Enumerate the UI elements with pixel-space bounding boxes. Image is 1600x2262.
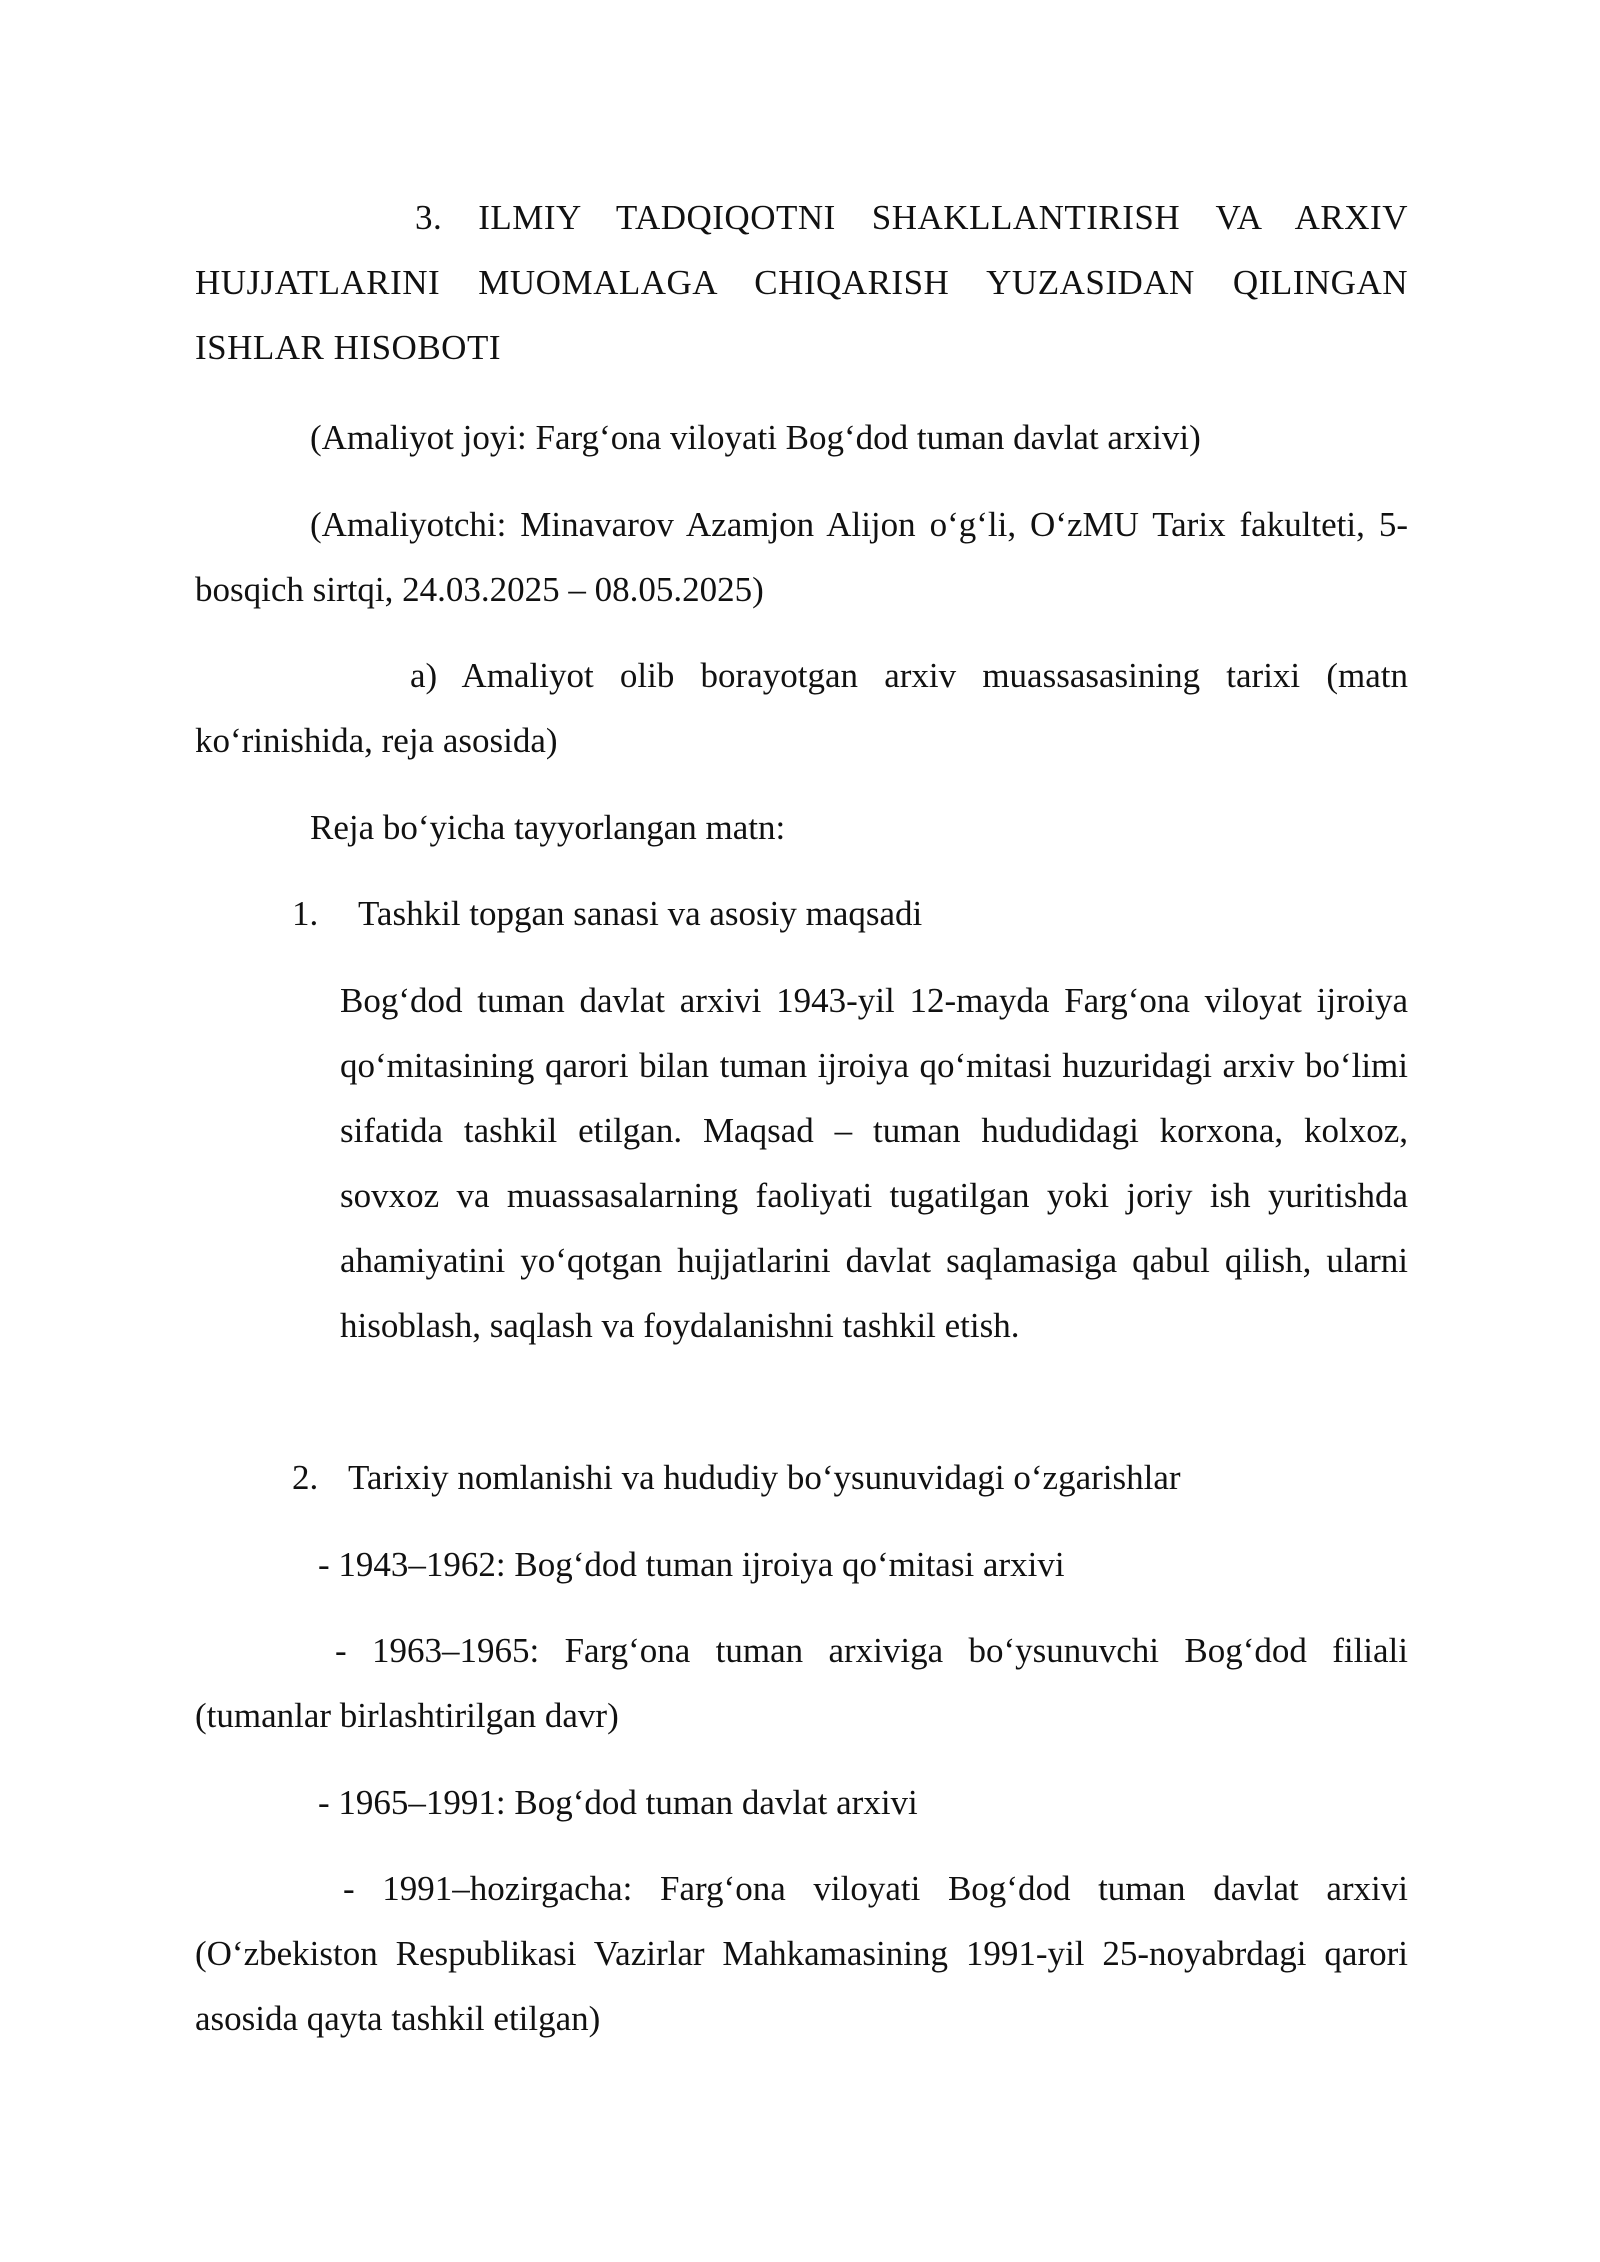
list-item-1-heading (292, 881, 922, 946)
list-item-1-number: 1. (292, 894, 319, 933)
list-item-2-heading (292, 1445, 1181, 1510)
practitioner-info: (Amaliyotchi: Minavarov Azamjon Alijon o‘g‘li, O‘zMU Tarix fakulteti, 5-bosqich sirtqi, 24.03.2025 – 08.05.2025) (195, 505, 1408, 609)
plan-intro: Reja bo‘yicha tayyorlangan matn: (310, 808, 786, 847)
list-item-2-number: 2. (292, 1458, 319, 1497)
list-item-1-title: Tashkil topgan sanasi va asosiy maqsadi (358, 894, 923, 933)
list-item-2-title: Tarixiy nomlanishi va hududiy bo‘ysunuvidagi o‘zgarishlar (348, 1458, 1181, 1497)
report-title: 3. ILMIY TADQIQOTNI SHAKLLANTIRISH VA ARXIV HUJJATLARINI MUOMALAGA CHIQARISH YUZASIDAN QILINGAN ISHLAR HISOBOTI (195, 198, 1408, 367)
section-a-heading: a) Amaliyot olib borayotgan arxiv muassasasining tarixi (matn ko‘rinishida, reja asosida) (195, 656, 1408, 760)
period-1963-1965: - 1963–1965: Farg‘ona tuman arxiviga bo‘ysunuvchi Bog‘dod filiali (tumanlar birlashtirilgan davr) (195, 1631, 1408, 1735)
practice-place: (Amaliyot joyi: Farg‘ona viloyati Bog‘dod tuman davlat arxivi) (310, 418, 1201, 457)
period-1991-present: - 1991–hozirgacha: Farg‘ona viloyati Bog‘dod tuman davlat arxivi (O‘zbekiston Respublikasi Vazirlar Mahkamasining 1991-yil 25-noyabrdagi qarori asosida qayta tashkil etilgan) (195, 1869, 1408, 2038)
period-1943-1962: - 1943–1962: Bog‘dod tuman ijroiya qo‘mitasi arxivi (318, 1545, 1065, 1584)
period-1965-1991: - 1965–1991: Bog‘dod tuman davlat arxivi (318, 1783, 918, 1822)
list-item-1-body: Bog‘dod tuman davlat arxivi 1943-yil 12-mayda Farg‘ona viloyat ijroiya qo‘mitasining qarori bilan tuman ijroiya qo‘mitasi huzuridagi arxiv bo‘limi sifatida tashkil etilgan. Maqsad – tuman hududidagi korxona, kolxoz, sovxoz va muassasalarning faoliyati tugatilgan yoki joriy ish yuritishda ahamiyatini yo‘qotgan hujjatlarini davlat saqlamasiga qabul qilish, ularni hisoblash, saqlash va foydalanishni tashkil etish. (340, 981, 1408, 1345)
